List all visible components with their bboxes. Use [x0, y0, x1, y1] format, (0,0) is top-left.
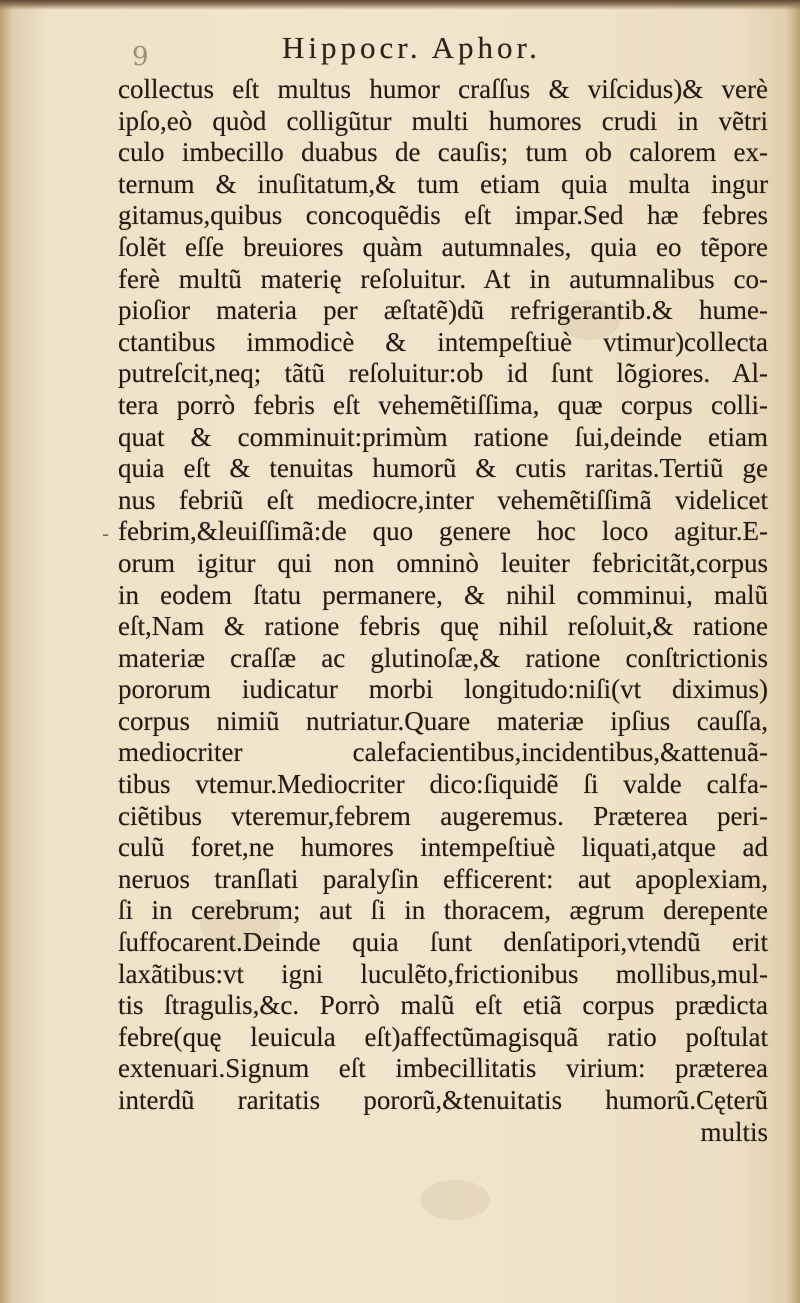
- text-line: interdũ raritatis pororũ,&tenuitatis humorũ.Cęterũ: [118, 1085, 768, 1115]
- text-line: ferè multũ materię reſoluitur. At in autumnalibus co-: [118, 263, 768, 294]
- text-line: tibus vtemur.Mediocriter dico:ſiquidẽ ſi valde calfa-: [118, 769, 768, 800]
- text-line: nus febriũ eſt mediocre,inter vehemẽtiſſimã videlicet: [118, 484, 768, 515]
- text-line: ctantibus immodicè & intempeſtiuè vtimur)collecta: [118, 326, 768, 357]
- text-line: corpus nimiũ nutriatur.Quare materiæ ipſius cauſſa,: [118, 705, 768, 736]
- running-head: Hippocr. Aphor.: [282, 30, 541, 65]
- text-line: quat & comminuit:primùm ratione ſui,deinde etiam: [118, 421, 768, 452]
- text-line: in eodem ſtatu permanere, & nihil comminui, malũ: [118, 579, 768, 610]
- text-line: putreſcit,neq; tãtũ reſoluitur:ob id ſunt lõgiores. Al-: [118, 358, 768, 389]
- text-line: ſuffocarent.Deinde quia ſunt denſatipori,vtendũ erit: [118, 927, 768, 958]
- page-number: 9: [132, 42, 149, 72]
- margin-mark: -: [102, 522, 110, 546]
- paper-stain: [420, 1180, 490, 1220]
- page-edge-shadow: [786, 0, 800, 1303]
- text-line: gitamus,quibus concoquẽdis eſt impar.Sed hæ febres: [118, 200, 768, 231]
- text-line: pororum iudicatur morbi longitudo:niſi(vt diximus): [118, 674, 768, 705]
- text-line: febre(quę leuicula eſt)affectũmagisquã ratio poſtulat: [118, 1021, 768, 1052]
- text-line: orum igitur qui non omninò leuiter febricitãt,corpus: [118, 547, 768, 578]
- text-line: laxãtibus:vt igni luculẽto,frictionibus mollibus,mul-: [118, 958, 768, 989]
- text-line: mediocriter calefacientibus,incidentibus,&attenuã-: [118, 737, 768, 768]
- text-line: culũ foret,ne humores intempeſtiuè liquati,atque ad: [118, 832, 768, 863]
- catchword: multis: [700, 1116, 768, 1147]
- text-line: eſt,Nam & ratione febris quę nihil reſoluit,& ratione: [118, 611, 768, 642]
- text-line: neruos tranſlati paralyſin efficerent: aut apoplexiam,: [118, 863, 768, 894]
- text-line: culo imbecillo duabus de cauſis; tum ob calorem ex-: [118, 137, 768, 168]
- body-text: [118, 74, 768, 1148]
- page-gutter-shadow: [0, 0, 12, 1303]
- text-line: ciẽtibus vteremur,febrem augeremus. Præterea peri-: [118, 800, 768, 831]
- text-line: extenuari.Signum eſt imbecillitatis virium: præterea: [118, 1053, 768, 1084]
- text-line: ſolẽt eſſe breuiores quàm autumnales, quia eo tẽpore: [118, 231, 768, 262]
- text-line: ternum & inuſitatum,& tum etiam quia multa ingur: [118, 168, 768, 199]
- text-line: pioſior materia per æſtatẽ)dũ refrigerantib.& hume-: [118, 295, 768, 326]
- text-line: materiæ craſſæ ac glutinoſæ,& ratione conſtrictionis: [118, 642, 768, 673]
- text-line: collectus eſt multus humor craſſus & viſcidus)& verè: [118, 74, 768, 104]
- text-line: tis ſtragulis,&c. Porrò malũ eſt etiã corpus prædicta: [118, 990, 768, 1021]
- text-line: febrim,&leuiſſimã:de quo genere hoc loco agitur.E-: [118, 516, 768, 547]
- text-line: ipſo,eò quòd colligũtur multi humores crudi in vẽtri: [118, 105, 768, 136]
- text-line: ſi in cerebrum; aut ſi in thoracem, ægrum derepente: [118, 895, 768, 926]
- text-line: tera porrò febris eſt vehemẽtiſſima, quæ corpus colli-: [118, 389, 768, 420]
- page-top-edge: [0, 0, 800, 10]
- text-line: quia eſt & tenuitas humorũ & cutis raritas.Tertiũ ge: [118, 453, 768, 484]
